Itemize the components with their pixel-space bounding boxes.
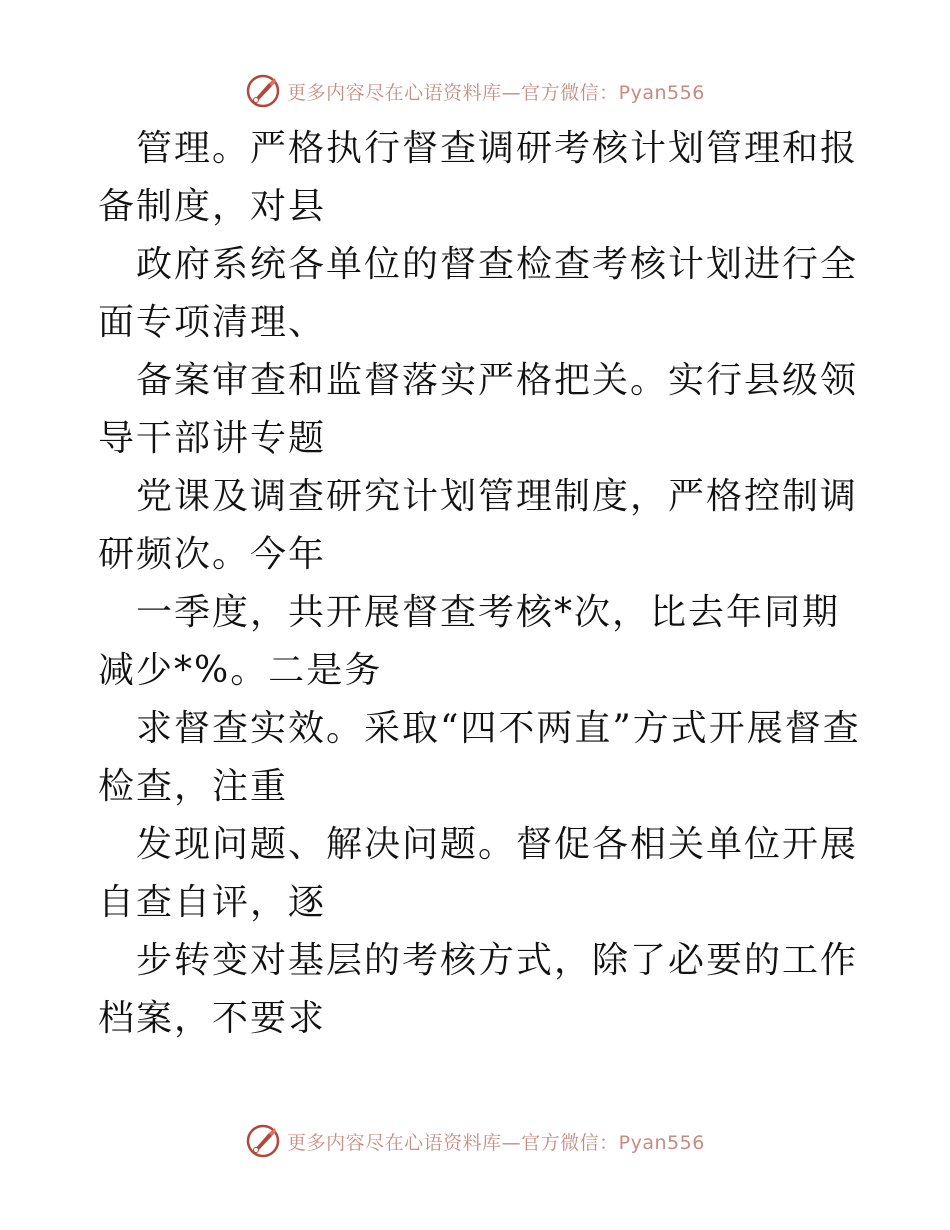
paragraph-6 <box>0 700 950 816</box>
paragraph-7-line-1: 发现问题、解决问题。督促各相关单位开展自查 <box>98 824 859 923</box>
paragraph-5-line-1: 一季度，共开展督查考核*次，比去年同期减少 <box>98 592 841 691</box>
feather-pen-logo-icon <box>245 1123 281 1159</box>
paragraph-5-line-2: *%。二是务 <box>174 650 383 691</box>
paragraph-1 <box>0 120 950 236</box>
paragraph-8-line-1: 步转变对基层的考核方式，除了必要的工作档 <box>98 940 859 1039</box>
paragraph-4-line-1: 党课及调查研究计划管理制度，严格控制调研频 <box>98 476 859 575</box>
paragraph-3 <box>0 352 950 468</box>
paragraph-7-line-2: 自评，逐 <box>174 882 327 923</box>
paragraph-5 <box>0 584 950 700</box>
paragraph-4-line-2: 次。今年 <box>174 534 327 575</box>
document-body <box>0 120 950 1048</box>
paragraph-7 <box>0 816 950 932</box>
paragraph-2-line-2: 项清理、 <box>174 302 327 343</box>
paragraph-3-line-1: 备案审查和监督落实严格把关。实行县级领导干 <box>98 360 859 459</box>
header-banner-text: 更多内容尽在心语资料库—官方微信：Pyan556 <box>287 81 705 104</box>
paragraph-8 <box>0 932 950 1048</box>
paragraph-2 <box>0 236 950 352</box>
header-watermark-banner <box>0 71 950 111</box>
paragraph-3-line-2: 部讲专题 <box>174 418 327 459</box>
paragraph-1-line-2: 度，对县 <box>174 186 327 227</box>
paragraph-2-line-1: 政府系统各单位的督查检查考核计划进行全面专 <box>98 244 859 343</box>
paragraph-6-line-1: 求督查实效。采取“四不两直”方式开展督查检 <box>98 708 861 807</box>
paragraph-6-line-2: 查，注重 <box>136 766 289 807</box>
footer-banner-text: 更多内容尽在心语资料库—官方微信：Pyan556 <box>287 1131 705 1154</box>
feather-pen-logo-icon <box>245 73 281 109</box>
paragraph-8-line-2: 案，不要求 <box>136 998 327 1039</box>
paragraph-1-line-1: 管理。严格执行督查调研考核计划管理和报备制 <box>98 128 859 227</box>
footer-watermark-banner <box>0 1121 950 1161</box>
paragraph-4 <box>0 468 950 584</box>
